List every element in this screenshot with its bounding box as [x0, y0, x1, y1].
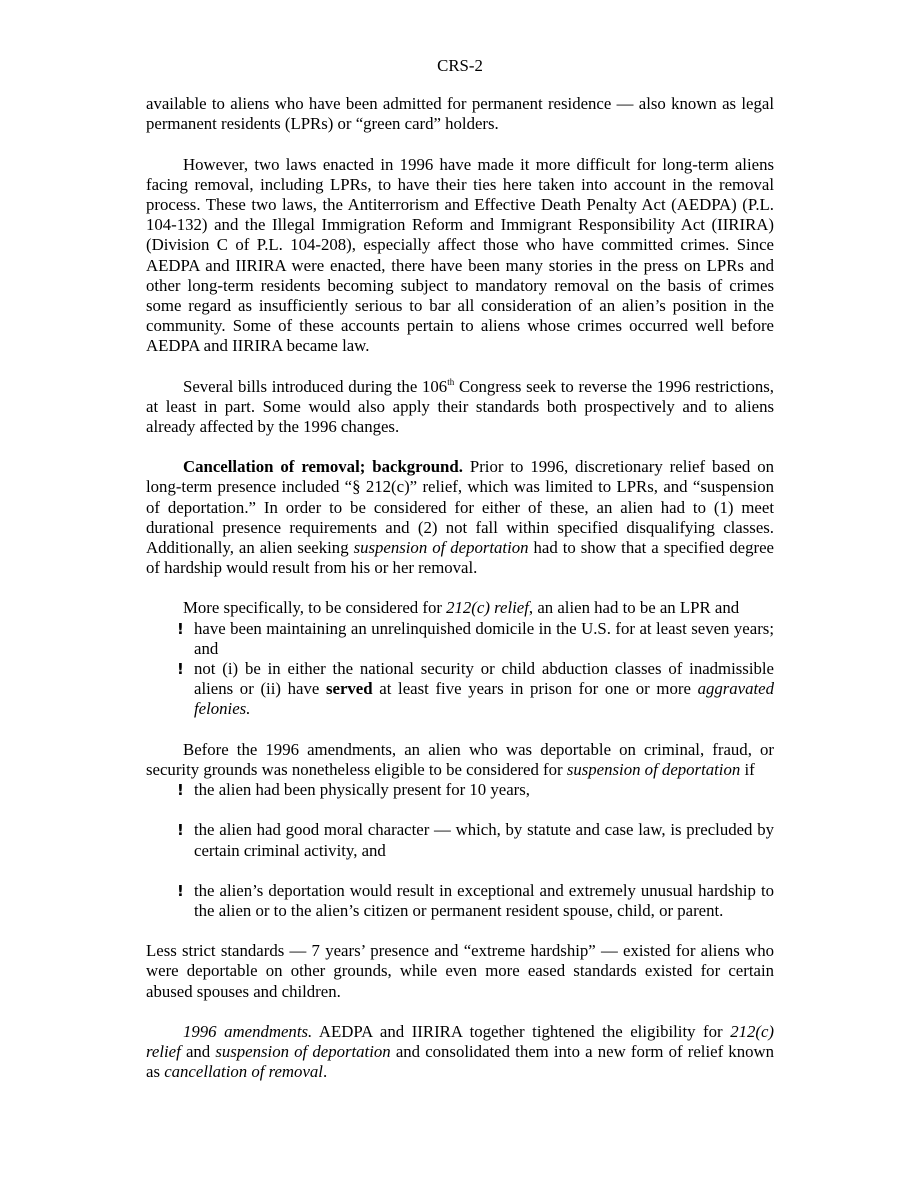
term-suspension-of-deportation: suspension of deportation — [215, 1041, 391, 1061]
paragraph-4-text-2: had to show that a specified degree of hardship would result from his or her removal. — [146, 538, 774, 578]
paragraph-5 — [146, 598, 774, 618]
paragraph-8-text-2: and — [180, 1041, 216, 1061]
paragraph-gap — [146, 720, 774, 740]
ordinal-superscript: th — [447, 376, 455, 387]
paragraph-7-text: Less strict standards — 7 years’ presence and “extreme hardship” — existed for aliens who were deportable on other grounds, while even more eased standards existed for certain abused spouses and children. — [146, 941, 774, 1001]
paragraph-gap — [146, 437, 774, 457]
paragraph-gap — [146, 135, 774, 155]
list-item-text: the alien had been physically present for 10 years, — [194, 780, 530, 800]
list-item — [146, 780, 774, 800]
paragraph-2 — [146, 155, 774, 357]
paragraph-gap — [146, 1002, 774, 1022]
paragraph-8-text-1: AEDPA and IIRIRA together tightened the eligibility for — [312, 1021, 731, 1041]
term-cancellation-of-removal: cancellation of removal — [164, 1062, 323, 1082]
bullet-icon: ! — [177, 781, 184, 800]
term-212c-relief: 212(c) relief — [446, 598, 529, 618]
list-item — [146, 881, 774, 921]
paragraph-3-text-after: Congress seek to reverse the 1996 restrictions, at least in part. Some would also apply their standards both prospectively and to aliens already affected by the 1996 changes. — [146, 376, 774, 437]
term-suspension-of-deportation: suspension of deportation — [353, 538, 529, 558]
list-item-text: the alien had good moral character — which, by statute and case law, is precluded by certain criminal activity, and — [194, 820, 774, 860]
paragraph-4 — [146, 457, 774, 578]
section-heading-cancellation: Cancellation of removal; background. — [183, 457, 463, 477]
paragraph-8-text-4: . — [322, 1062, 328, 1082]
list-item-text-1: not (i) be in either the national security or child abduction classes of inadmissible aliens or (ii) have — [194, 659, 774, 699]
document-page — [146, 56, 774, 1082]
term-212c-relief: 212(c) relief — [146, 1021, 774, 1061]
paragraph-6 — [146, 740, 774, 780]
list-item-text-2: at least five years in prison for one or more — [372, 679, 698, 699]
paragraph-3 — [146, 377, 774, 438]
list-item — [146, 820, 774, 860]
paragraph-gap — [146, 357, 774, 377]
bullet-icon: ! — [177, 881, 184, 900]
list-item-text: have been maintaining an unrelinquished domicile in the U.S. for at least seven years; and — [194, 618, 774, 658]
list-item — [146, 619, 774, 659]
eligibility-list — [146, 780, 774, 921]
paragraph-gap — [146, 578, 774, 598]
paragraph-5-text-1: More specifically, to be considered for — [183, 598, 447, 618]
requirements-list — [146, 619, 774, 720]
paragraph-8-text-3: and consolidated them into a new form of relief known as — [146, 1041, 774, 1082]
paragraph-4-text-1: Prior to 1996, discretionary relief based on long-term presence included “§ 212(c)” relief, which was limited to LPRs, and “suspension of deportation.” In order to be considered for either of these, an alien had to (1) meet durational presence requirements and (2) not fall within specified disqualifying classes. Additionally, an alien seeking — [146, 457, 774, 558]
paragraph-3-text-before: Several bills introduced during the 106 — [183, 376, 448, 396]
bullet-icon: ! — [177, 660, 184, 679]
list-item — [146, 659, 774, 720]
paragraph-2-text: However, two laws enacted in 1996 have made it more difficult for long-term aliens facing removal, including LPRs, to have their ties here taken into account in the removal process. These two laws, the Antiterrorism and Effective Death Penalty Act (AEDPA) (P.L. 104-132) and the Illegal Immigration Reform and Immigrant Responsibility Act (IIRIRA) (Division C of P.L. 104-208), especially affect those who have committed crimes. Since AEDPA and IIRIRA were enacted, there have been many stories in the press on LPRs and other long-term residents becoming subject to mandatory removal on the basis of crimes some regard as insufficiently serious to bar all consideration of an alien’s position in the community. Some of these accounts pertain to aliens whose crimes occurred well before AEDPA and IIRIRA became law. — [146, 154, 774, 356]
paragraph-6-text-1: Before the 1996 amendments, an alien who was deportable on criminal, fraud, or security grounds was nonetheless eligible to be considered for — [146, 739, 774, 779]
paragraph-6-text-2: if — [740, 759, 755, 779]
paragraph-gap — [146, 921, 774, 941]
emphasis-served: served — [325, 679, 373, 699]
term-suspension-of-deportation: suspension of deportation — [566, 759, 741, 779]
paragraph-5-text-2: , an alien had to be an LPR and — [528, 598, 740, 618]
bullet-icon: ! — [177, 619, 184, 638]
paragraph-1-text: available to aliens who have been admitted for permanent residence — also known as legal permanent residents (LPRs) or “green card” holders. — [146, 94, 774, 134]
term-aggravated-felonies: aggravated felonies. — [194, 679, 774, 719]
paragraph-1 — [146, 94, 774, 134]
paragraph-8 — [146, 1022, 774, 1083]
bullet-icon: ! — [177, 821, 184, 840]
list-item-text: the alien’s deportation would result in exceptional and extremely unusual hardship to the alien or to the alien’s citizen or permanent resident spouse, child, or parent. — [194, 880, 774, 920]
section-heading-1996-amendments: 1996 amendments. — [183, 1021, 313, 1041]
paragraph-7 — [146, 941, 774, 1002]
page-header: CRS-2 — [437, 56, 483, 75]
